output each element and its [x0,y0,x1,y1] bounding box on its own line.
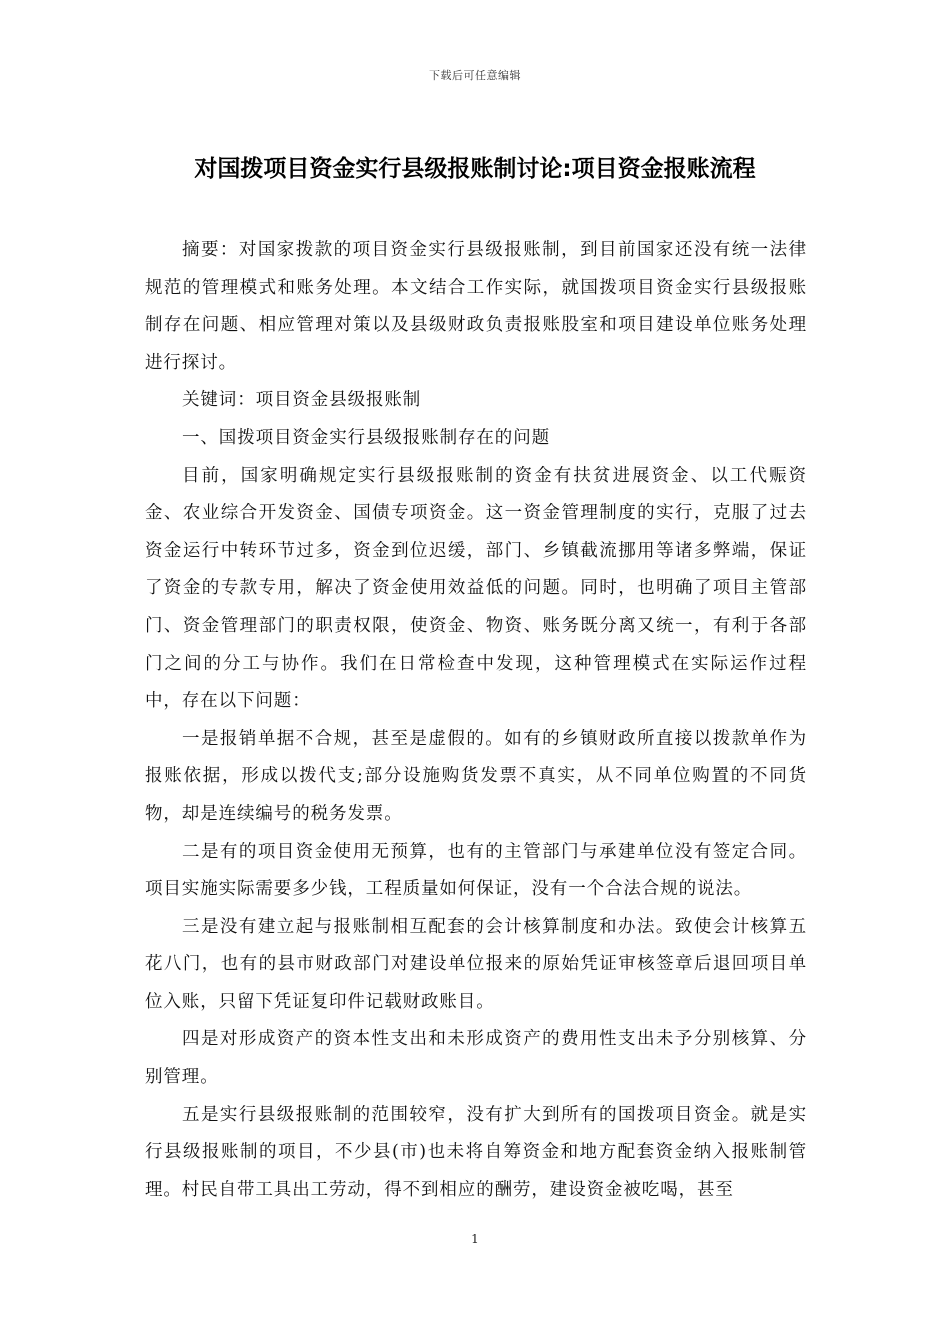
body-paragraph: 三是没有建立起与报账制相互配套的会计核算制度和办法。致使会计核算五花八门，也有的县市财政部门对建设单位报来的原始凭证审核签章后退回项目单位入账，只留下凭证复印件记载财政账目。 [145,916,807,1012]
body-paragraph: 一是报销单据不合规，甚至是虚假的。如有的乡镇财政所直接以拨款单作为报账依据，形成以拨代支;部分设施购货发票不真实，从不同单位购置的不同货物，却是连续编号的税务发票。 [145,728,807,824]
keywords-paragraph: 关键词：项目资金县级报账制 [182,390,422,411]
body-paragraph: 二是有的项目资金使用无预算，也有的主管部门与承建单位没有签定合同。项目实施实际需要多少钱，工程质量如何保证，没有一个合法合规的说法。 [145,841,807,900]
abstract-paragraph: 摘要：对国家拨款的项目资金实行县级报账制，到目前国家还没有统一法律规范的管理模式和账务处理。本文结合工作实际，就国拨项目资金实行县级报账制存在问题、相应管理对策以及县级财政负责报账股室和项目建设单位账务处理进行探讨。 [145,240,807,373]
body-paragraph: 五是实行县级报账制的范围较窄，没有扩大到所有的国拨项目资金。就是实行县级报账制的项目，不少县(市)也未将自筹资金和地方配套资金纳入报账制管理。村民自带工具出工劳动，得不到相应的酬劳，建设资金被吃喝，甚至 [145,1104,807,1200]
document-body [145,232,807,1209]
section-heading: 一、国拨项目资金实行县级报账制存在的问题 [182,427,550,448]
document-title: 对国拨项目资金实行县级报账制讨论:项目资金报账流程 [194,156,756,182]
page-number: 1 [471,1232,479,1246]
body-paragraph: 目前，国家明确规定实行县级报账制的资金有扶贫进展资金、以工代赈资金、农业综合开发资金、国债专项资金。这一资金管理制度的实行，克服了过去资金运行中转环节过多，资金到位迟缓，部门、乡镇截流挪用等诸多弊端，保证了资金的专款专用，解决了资金使用效益低的问题。同时，也明确了项目主管部门、资金管理部门的职责权限，使资金、物资、账务既分离又统一，有利于各部门之间的分工与协作。我们在日常检查中发现，这种管理模式在实际运作过程中，存在以下问题： [145,465,807,712]
header-note: 下载后可任意编辑 [429,69,521,82]
body-paragraph: 四是对形成资产的资本性支出和未形成资产的费用性支出未予分别核算、分别管理。 [145,1029,807,1088]
